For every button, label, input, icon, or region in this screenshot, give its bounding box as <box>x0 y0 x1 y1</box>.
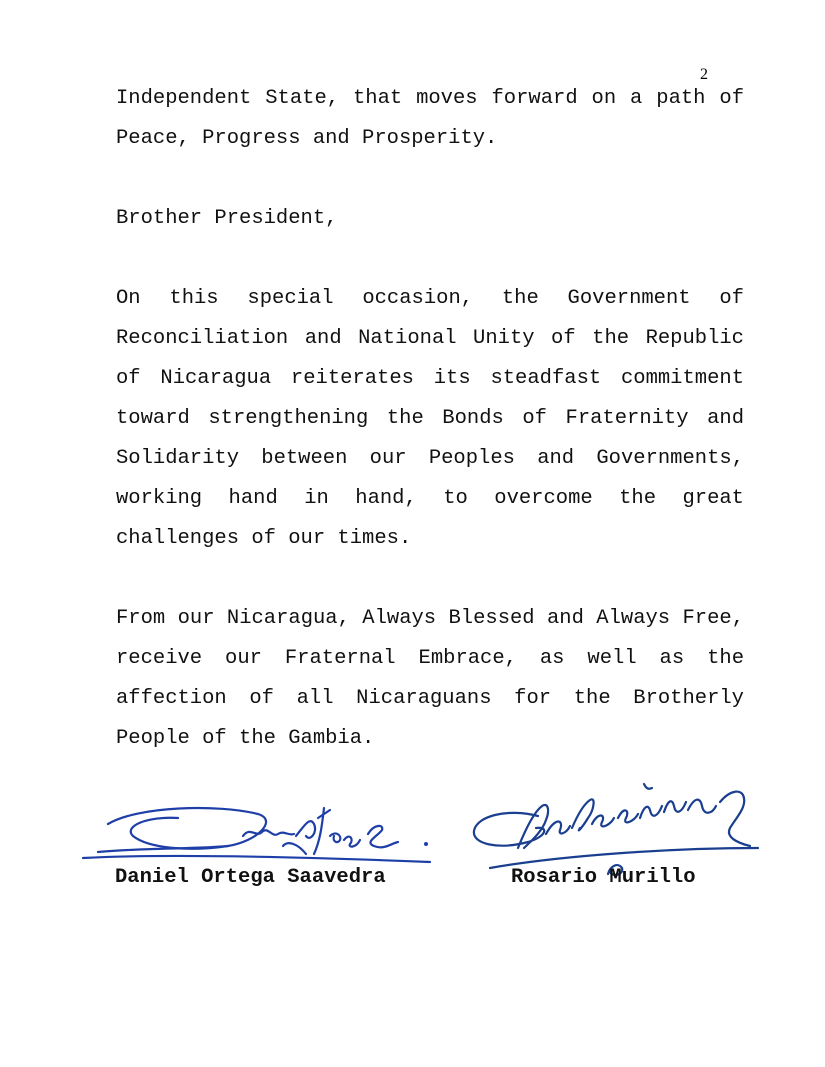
paragraph-farewell: From our Nicaragua, Always Blessed and Always Free, receive our Fraternal Embrace, as well as the affection of all Nicaraguans for the Brotherly People of the Gambia. <box>116 607 744 750</box>
salutation: Brother President, <box>116 207 338 230</box>
signatory-name-left: Daniel Ortega Saavedra <box>115 866 386 889</box>
paragraph-closing-line: Independent State, that moves forward on a path of Peace, Progress and Prosperity. <box>116 87 744 150</box>
paragraph-commitment: On this special occasion, the Government of Reconciliation and National Unity of the Republic of Nicaragua reiterates its steadfast commitment toward strengthening the Bonds of Fraternity and Solidarity between our Peoples and Governments, working hand in hand, to overcome the great challenges of our times. <box>116 287 744 550</box>
page-number: 2 <box>700 66 708 83</box>
signature-left-image <box>78 796 438 871</box>
signatory-name-right: Rosario Murillo <box>511 866 696 889</box>
